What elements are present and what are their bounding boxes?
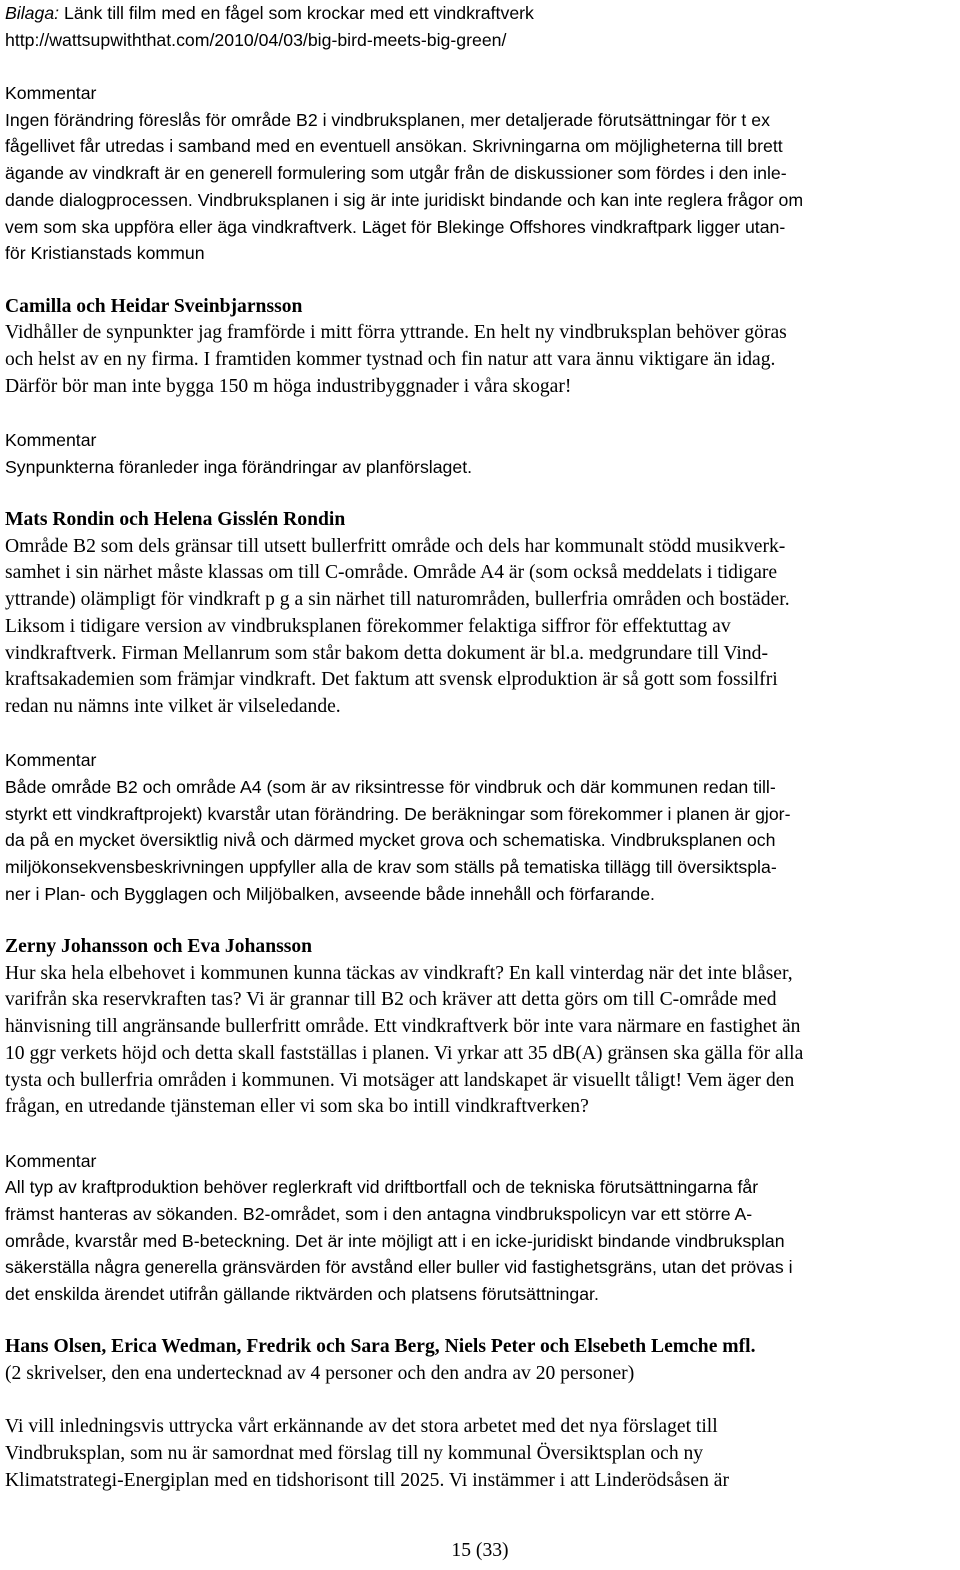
yttrande-section bbox=[5, 507, 953, 721]
kommentar-section bbox=[5, 80, 953, 267]
kommentar-section bbox=[5, 747, 953, 907]
yttrande-section bbox=[5, 1334, 953, 1387]
bilaga-label: Bilaga: bbox=[5, 3, 60, 23]
kommentar-heading: Kommentar bbox=[5, 83, 97, 104]
closing-paragraph bbox=[5, 1414, 953, 1494]
bilaga-line bbox=[5, 0, 953, 27]
paragraph-line: (2 skrivelser, den ena undertecknad av 4 personer och den andra av 20 personer) bbox=[5, 1363, 635, 1385]
paragraph-line: Klimatstrategi-Energiplan med en tidshorisont till 2025. Vi instämmer i att Linderödsåsen är bbox=[5, 1469, 730, 1491]
paragraph-line: för Kristianstads kommun bbox=[5, 243, 205, 264]
paragraph-line: Därför bör man inte bygga 150 m höga industribyggnader i våra skogar! bbox=[5, 375, 572, 397]
yttrande-author-heading: Zerny Johansson och Eva Johansson bbox=[5, 936, 313, 958]
paragraph-line: hänvisning till angränsande bullerfritt område. Ett vindkraftverk bör inte vara närmare en fastighet än bbox=[5, 1016, 801, 1038]
sections-container bbox=[5, 80, 953, 1414]
yttrande-author-heading: Camilla och Heidar Sveinbjarnsson bbox=[5, 295, 303, 317]
paragraph-line: tysta och bullerfria områden i kommunen. Vi motsäger att landskapet är visuellt tåligt! Vem äger den bbox=[5, 1069, 795, 1091]
paragraph-line: redan nu nämns inte vilket är vilseledande. bbox=[5, 695, 341, 717]
bilaga-block bbox=[5, 0, 953, 53]
paragraph-line: och helst av en ny firma. I framtiden kommer tystnad och fin natur att vara ännu viktigare än idag. bbox=[5, 348, 776, 370]
paragraph-line: vindkraftverk. Firman Mellanrum som står bakom detta dokument är bl.a. medgrundare till Vind- bbox=[5, 642, 768, 664]
paragraph-line: samhet i sin närhet måste klassas om till C-område. Område A4 är (som också meddelats i tidigare bbox=[5, 562, 778, 584]
paragraph-line: kraftsakademien som främjar vindkraft. Det faktum att svensk elproduktion är så gott som fossilfri bbox=[5, 669, 778, 691]
spacer bbox=[5, 267, 953, 294]
paragraph-line: ner i Plan- och Bygglagen och Miljöbalken, avseende både innehåll och förfarande. bbox=[5, 883, 655, 904]
paragraph-line: varifrån ska reservkraften tas? Vi är grannar till B2 och kräver att detta görs om till C-område med bbox=[5, 989, 777, 1011]
spacer bbox=[5, 721, 953, 748]
paragraph-line: ägande av vindkraft är en generell formulering som utgår från de diskussioner som fördes i den inle- bbox=[5, 163, 787, 184]
spacer bbox=[5, 1388, 953, 1415]
yttrande-author-heading: Mats Rondin och Helena Gisslén Rondin bbox=[5, 509, 346, 531]
paragraph-line: fågellivet får utredas i samband med en eventuell ansökan. Skrivningarna om möjligheterna till brett bbox=[5, 136, 783, 157]
paragraph-line: All typ av kraftproduktion behöver reglerkraft vid driftbortfall och de tekniska förutsättningarna får bbox=[5, 1177, 759, 1198]
page-number: 15 (33) bbox=[451, 1540, 509, 1561]
yttrande-section bbox=[5, 934, 953, 1121]
paragraph-line: Liksom i tidigare version av vindbruksplanen förekommer felaktiga siffror för effektuttag av bbox=[5, 615, 731, 637]
paragraph-line: yttrande) olämpligt för vindkraft p g a sin närhet till naturområden, bullerfria områden och bostäder. bbox=[5, 589, 790, 611]
spacer bbox=[5, 1308, 953, 1335]
spacer bbox=[5, 400, 953, 427]
paragraph-line: Både område B2 och område A4 (som är av riksintresse för vindbruk och där kommunen redan till- bbox=[5, 776, 776, 797]
paragraph-line: det enskilda ärendet utifrån gällande riktvärden och platsens förutsättningar. bbox=[5, 1284, 599, 1304]
paragraph-line: Vidhåller de synpunkter jag framförde i mitt förra yttrande. En helt ny vindbruksplan behöver göras bbox=[5, 322, 787, 344]
kommentar-section bbox=[5, 427, 953, 480]
paragraph-line: Synpunkterna föranleder inga förändringar av planförslaget. bbox=[5, 456, 473, 477]
spacer bbox=[5, 53, 953, 80]
paragraph-line: miljökonsekvensbeskrivningen uppfyller alla de krav som ställs på tematiska tillägg till översiktspla- bbox=[5, 857, 777, 877]
bilaga-text: Länk till film med en fågel som krockar med ett vindkraftverk bbox=[59, 3, 534, 23]
paragraph-line: frågan, en utredande tjänsteman eller vi som ska bo intill vindkraftverken? bbox=[5, 1096, 589, 1118]
spacer bbox=[5, 480, 953, 507]
paragraph-line: 10 ggr verkets höjd och detta skall fastställas i planen. Vi yrkar att 35 dB(A) gränsen ska gälla för alla bbox=[5, 1042, 804, 1064]
kommentar-heading: Kommentar bbox=[5, 750, 97, 771]
yttrande-author-heading: Hans Olsen, Erica Wedman, Fredrik och Sara Berg, Niels Peter och Elsebeth Lemche mfl. bbox=[5, 1336, 756, 1358]
yttrande-section bbox=[5, 294, 953, 401]
paragraph-line: Ingen förändring föreslås för område B2 i vindbruksplanen, mer detaljerade förutsättningar för t ex bbox=[5, 109, 770, 130]
paragraph-line: främst hanteras av sökanden. B2-området, som i den antagna vindbrukspolicyn var ett större A- bbox=[5, 1203, 753, 1224]
paragraph-line: Vi vill inledningsvis uttrycka vårt erkännande av det stora arbetet med det nya förslaget till bbox=[5, 1416, 718, 1438]
spacer bbox=[5, 907, 953, 934]
paragraph-line: da på en mycket översiktlig nivå och därmed mycket grova och schematiska. Vindbruksplanen och bbox=[5, 830, 776, 851]
document-page bbox=[5, 0, 953, 1495]
paragraph-line: Vindbruksplan, som nu är samordnat med förslag till ny kommunal Översiktsplan och ny bbox=[5, 1443, 704, 1465]
paragraph-line: område, kvarstår med B-beteckning. Det är inte möjligt att i en icke-juridiskt bindande vindbruksplan bbox=[5, 1230, 785, 1251]
paragraph-line: styrkt ett vindkraftprojekt) kvarstår utan förändring. De beräkningar som förekommer i planen är gjor- bbox=[5, 803, 791, 824]
kommentar-section bbox=[5, 1148, 953, 1308]
bilaga-url[interactable]: http://wattsupwiththat.com/2010/04/03/big-bird-meets-big-green/ bbox=[5, 29, 507, 50]
paragraph-line: dande dialogprocessen. Vindbruksplanen i sig är inte juridiskt bindande och kan inte reglera frågor om bbox=[5, 189, 804, 210]
paragraph-line: vem som ska uppföra eller äga vindkraftverk. Läget för Blekinge Offshores vindkraftpark ligger utan- bbox=[5, 216, 786, 237]
paragraph-line: Hur ska hela elbehovet i kommunen kunna täckas av vindkraft? En kall vinterdag när det inte blåser, bbox=[5, 962, 793, 984]
kommentar-heading: Kommentar bbox=[5, 1150, 97, 1171]
spacer bbox=[5, 1121, 953, 1148]
kommentar-heading: Kommentar bbox=[5, 430, 97, 450]
paragraph-line: Område B2 som dels gränsar till utsett bullerfritt område och dels har kommunalt stödd musikverk- bbox=[5, 535, 786, 557]
paragraph-line: säkerställa några generella gränsvärden för avstånd eller buller vid fastighetsgräns, utan det prövas i bbox=[5, 1257, 793, 1278]
